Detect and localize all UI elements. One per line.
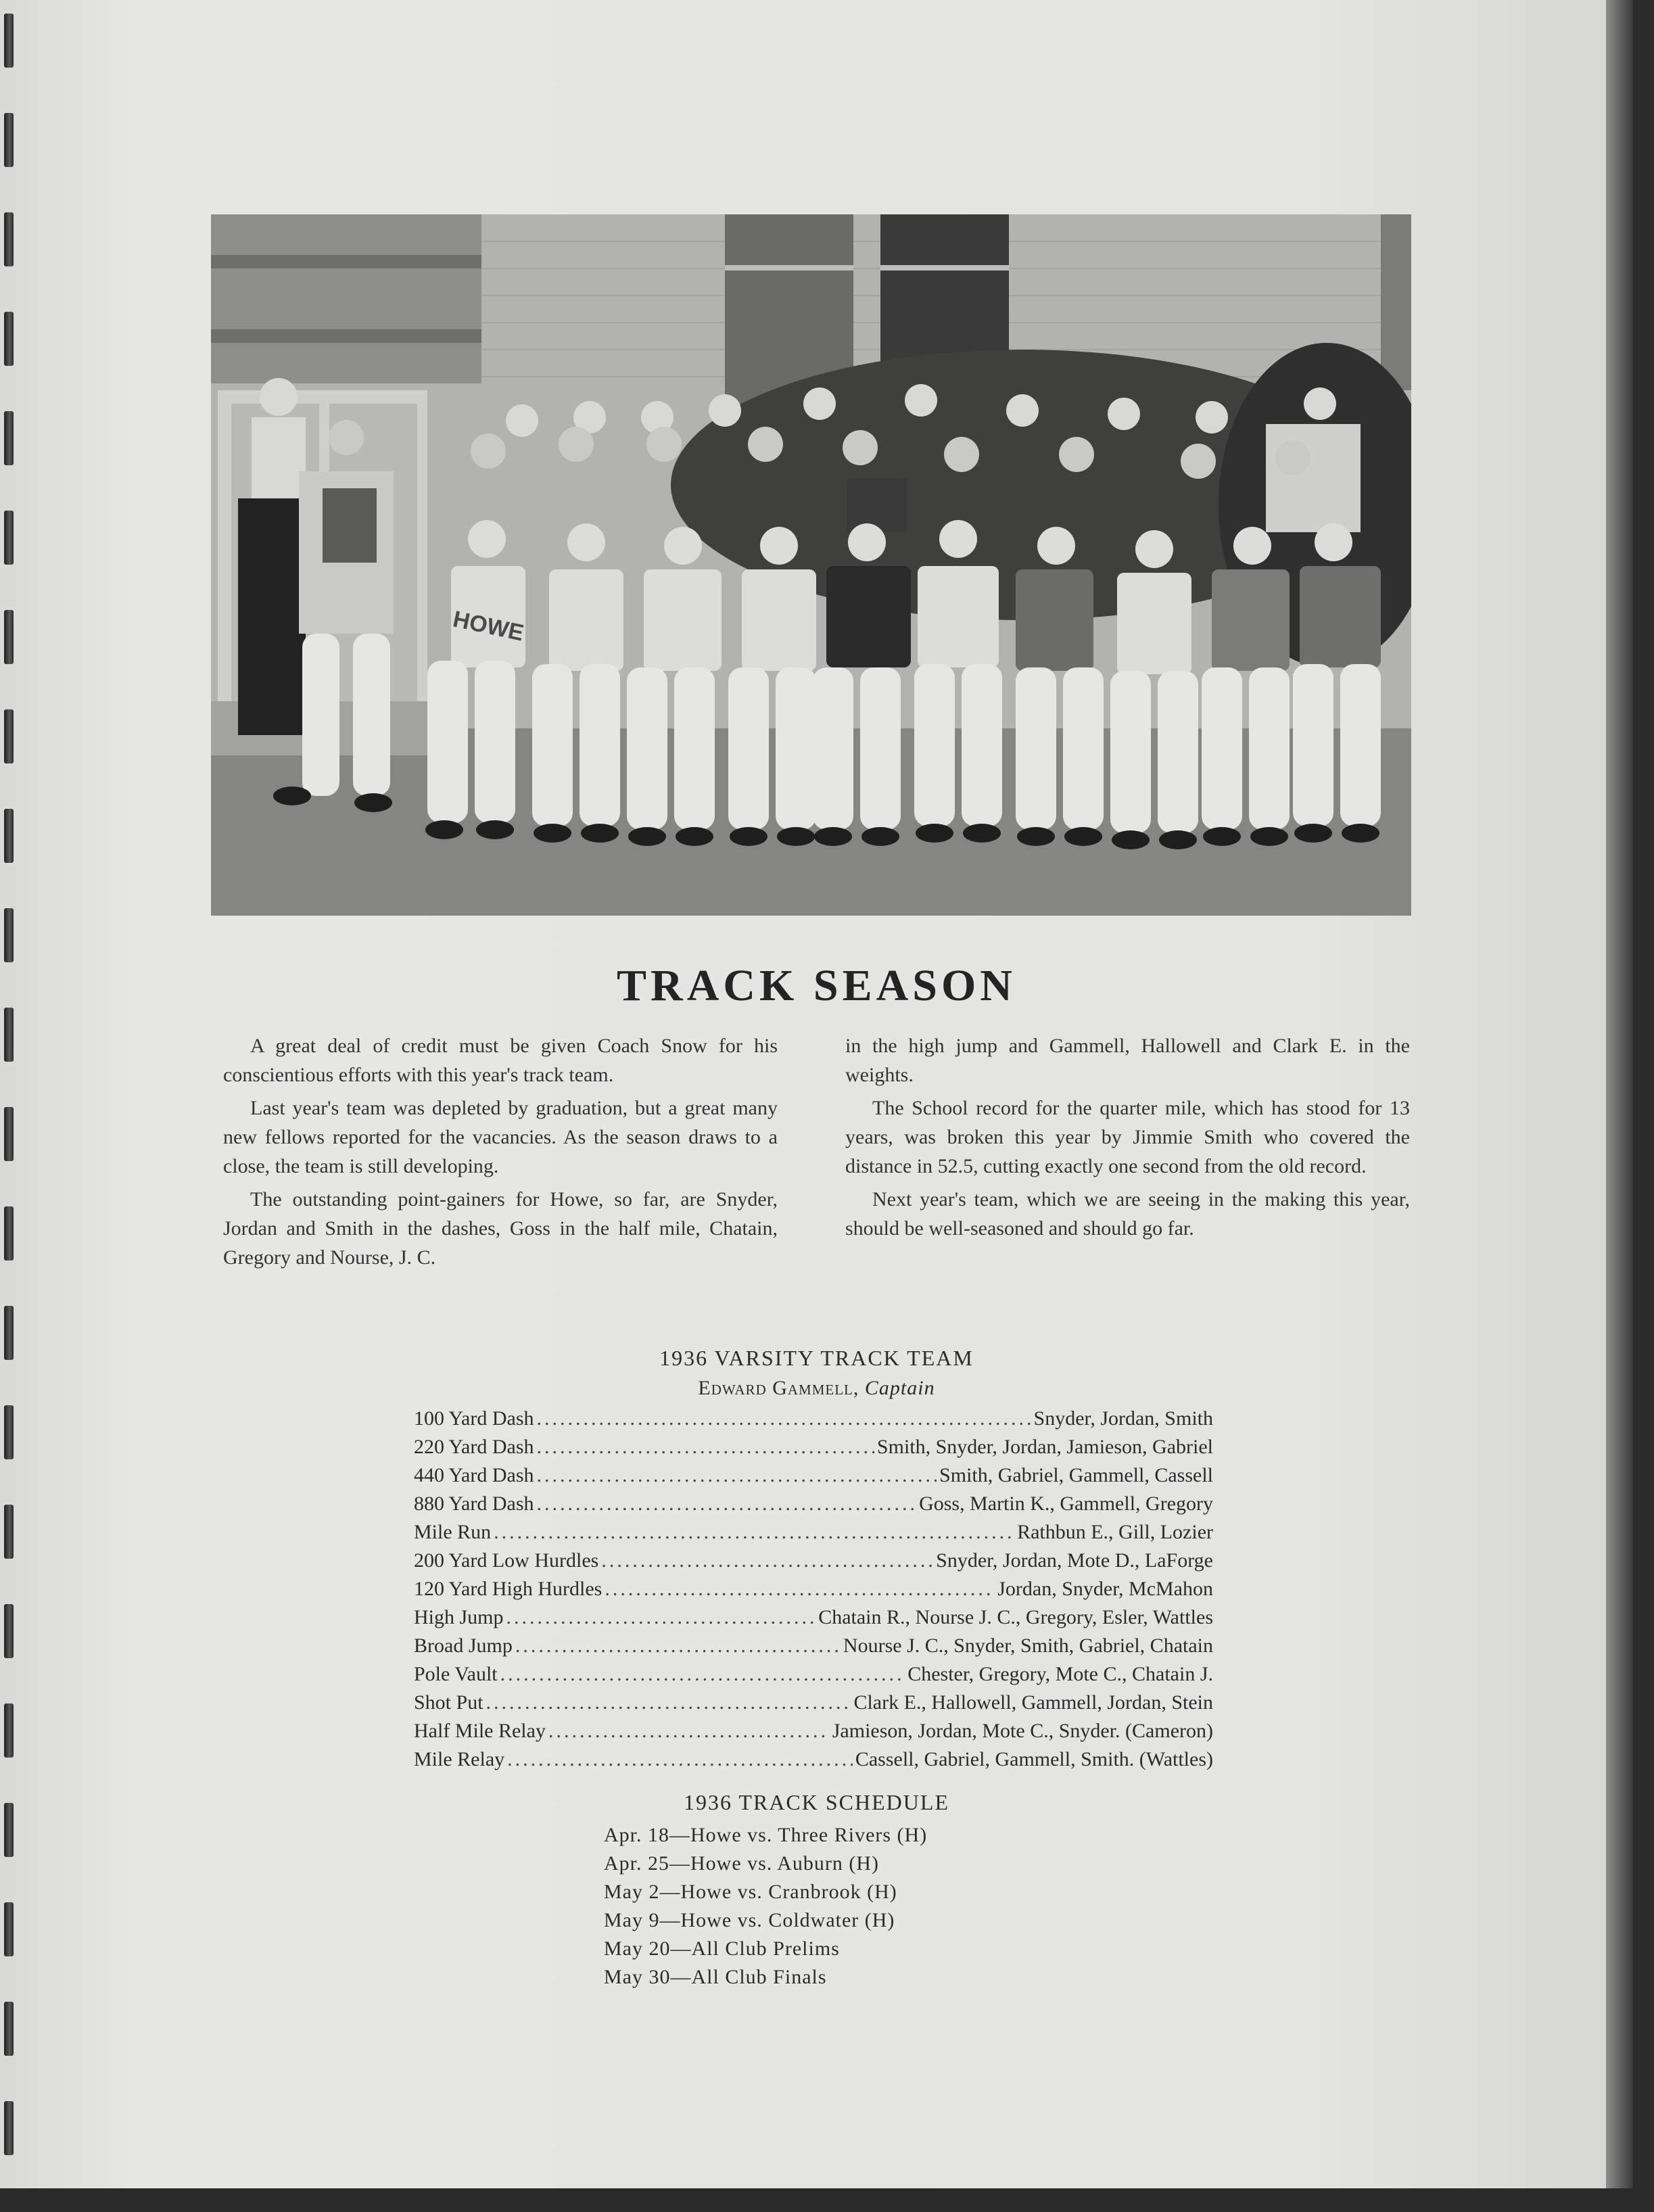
roster-row bbox=[414, 1606, 1213, 1634]
binding-ring bbox=[4, 809, 14, 863]
track-schedule bbox=[604, 1824, 1077, 1994]
roster-row bbox=[414, 1521, 1213, 1549]
schedule-item: Apr. 18—Howe vs. Three Rivers (H) bbox=[604, 1824, 928, 1846]
binding-ring bbox=[4, 212, 14, 266]
athlete-names: Snyder, Jordan, Smith bbox=[1033, 1407, 1213, 1430]
article-paragraph: Last year's team was depleted by graduation, but a great many new fellows reported for the vacancies. As the season draws to a close, the team is still developing. bbox=[223, 1097, 778, 1177]
article-paragraph: The School record for the quarter mile, which has stood for 13 years, was broken this year by Jimmie Smith who covered the distance in 52.5, cutting exactly one second from the old record. bbox=[845, 1097, 1410, 1177]
schedule-heading: 1936 TRACK SCHEDULE bbox=[684, 1790, 949, 1814]
binding-ring bbox=[4, 113, 14, 167]
roster-row bbox=[414, 1407, 1213, 1436]
binding-ring bbox=[4, 1206, 14, 1261]
binding-ring bbox=[4, 511, 14, 565]
roster-row bbox=[414, 1549, 1213, 1578]
athlete-names: Smith, Snyder, Jordan, Jamieson, Gabriel bbox=[876, 1436, 1213, 1458]
roster-row bbox=[414, 1436, 1213, 1464]
athlete-names: Snyder, Jordan, Mote D., LaForge bbox=[936, 1549, 1213, 1572]
binding-ring bbox=[4, 1405, 14, 1459]
page-edge-shadow bbox=[1606, 0, 1633, 2188]
binding-ring bbox=[4, 1703, 14, 1758]
athlete-names: Smith, Gabriel, Gammell, Cassell bbox=[939, 1464, 1213, 1486]
athlete-names: Chatain R., Nourse J. C., Gregory, Esler, Wattles bbox=[818, 1606, 1213, 1628]
article-left-column bbox=[223, 1031, 778, 1276]
roster-row bbox=[414, 1578, 1213, 1606]
event-name: 120 Yard High Hurdles bbox=[414, 1578, 602, 1600]
team-photograph bbox=[211, 214, 1411, 916]
event-name: Pole Vault bbox=[414, 1663, 498, 1685]
event-name: Mile Relay bbox=[414, 1748, 505, 1770]
article-right-column bbox=[845, 1031, 1410, 1247]
event-name: Mile Run bbox=[414, 1521, 492, 1543]
roster-row bbox=[414, 1464, 1213, 1492]
binding-ring bbox=[4, 2101, 14, 2155]
spiral-binding bbox=[0, 0, 27, 2188]
article-paragraph: A great deal of credit must be given Coach Snow for his conscientious efforts with this year's track team. bbox=[223, 1035, 778, 1086]
event-name: 440 Yard Dash bbox=[414, 1464, 534, 1486]
event-name: 200 Yard Low Hurdles bbox=[414, 1549, 599, 1572]
binding-ring bbox=[4, 610, 14, 664]
article-paragraph: in the high jump and Gammell, Hallowell and Clark E. in the weights. bbox=[845, 1035, 1410, 1086]
event-name: 220 Yard Dash bbox=[414, 1436, 534, 1458]
schedule-item: May 30—All Club Finals bbox=[604, 1966, 827, 1988]
event-name: Broad Jump bbox=[414, 1634, 513, 1657]
article-paragraph: The outstanding point-gainers for Howe, so far, are Snyder, Jordan and Smith in the dashes, Goss in the half mile, Chatain, Gregory and Nourse, J. C. bbox=[223, 1188, 778, 1269]
event-name: 100 Yard Dash bbox=[414, 1407, 534, 1430]
schedule-item: May 20—All Club Prelims bbox=[604, 1937, 840, 1960]
article-paragraph: Next year's team, which we are seeing in the making this year, should be well-seasoned and should go far. bbox=[845, 1188, 1410, 1240]
schedule-item: May 2—Howe vs. Cranbrook (H) bbox=[604, 1881, 897, 1903]
captain-role: Captain bbox=[864, 1377, 935, 1399]
roster-row bbox=[414, 1634, 1213, 1663]
binding-ring bbox=[4, 908, 14, 962]
event-name: High Jump bbox=[414, 1606, 504, 1628]
athlete-names: Jamieson, Jordan, Mote C., Snyder. (Cameron) bbox=[832, 1720, 1213, 1742]
binding-ring bbox=[4, 1505, 14, 1559]
athlete-names: Chester, Gregory, Mote C., Chatain J. bbox=[907, 1663, 1213, 1685]
page-title: TRACK SEASON bbox=[617, 961, 1016, 1010]
binding-ring bbox=[4, 312, 14, 366]
event-name: Half Mile Relay bbox=[414, 1720, 546, 1742]
roster-row bbox=[414, 1720, 1213, 1748]
binding-ring bbox=[4, 14, 14, 68]
captain-name: Edward Gammell, bbox=[698, 1377, 859, 1399]
schedule-item: May 9—Howe vs. Coldwater (H) bbox=[604, 1909, 895, 1931]
roster-row bbox=[414, 1748, 1213, 1776]
binding-ring bbox=[4, 1008, 14, 1062]
binding-ring bbox=[4, 1604, 14, 1658]
binding-ring bbox=[4, 411, 14, 465]
varsity-heading: 1936 VARSITY TRACK TEAM bbox=[659, 1346, 974, 1370]
athlete-names: Cassell, Gabriel, Gammell, Smith. (Wattles) bbox=[855, 1748, 1213, 1770]
binding-ring bbox=[4, 1902, 14, 1956]
roster-row bbox=[414, 1691, 1213, 1720]
jersey-lettering: HOWE bbox=[450, 606, 526, 646]
schedule-item: Apr. 25—Howe vs. Auburn (H) bbox=[604, 1852, 879, 1875]
athlete-names: Nourse J. C., Snyder, Smith, Gabriel, Chatain bbox=[843, 1634, 1213, 1657]
athlete-names: Jordan, Snyder, McMahon bbox=[997, 1578, 1213, 1600]
event-name: 880 Yard Dash bbox=[414, 1492, 534, 1515]
varsity-roster bbox=[414, 1407, 1213, 1776]
athlete-names: Clark E., Hallowell, Gammell, Jordan, Stein bbox=[853, 1691, 1213, 1714]
event-name: Shot Put bbox=[414, 1691, 483, 1714]
roster-row bbox=[414, 1492, 1213, 1521]
binding-ring bbox=[4, 2002, 14, 2056]
roster-row bbox=[414, 1663, 1213, 1691]
binding-ring bbox=[4, 1107, 14, 1161]
binding-ring bbox=[4, 709, 14, 763]
athlete-names: Rathbun E., Gill, Lozier bbox=[1017, 1521, 1213, 1543]
captain-line bbox=[0, 1377, 1633, 1400]
athlete-names: Goss, Martin K., Gammell, Gregory bbox=[919, 1492, 1213, 1515]
